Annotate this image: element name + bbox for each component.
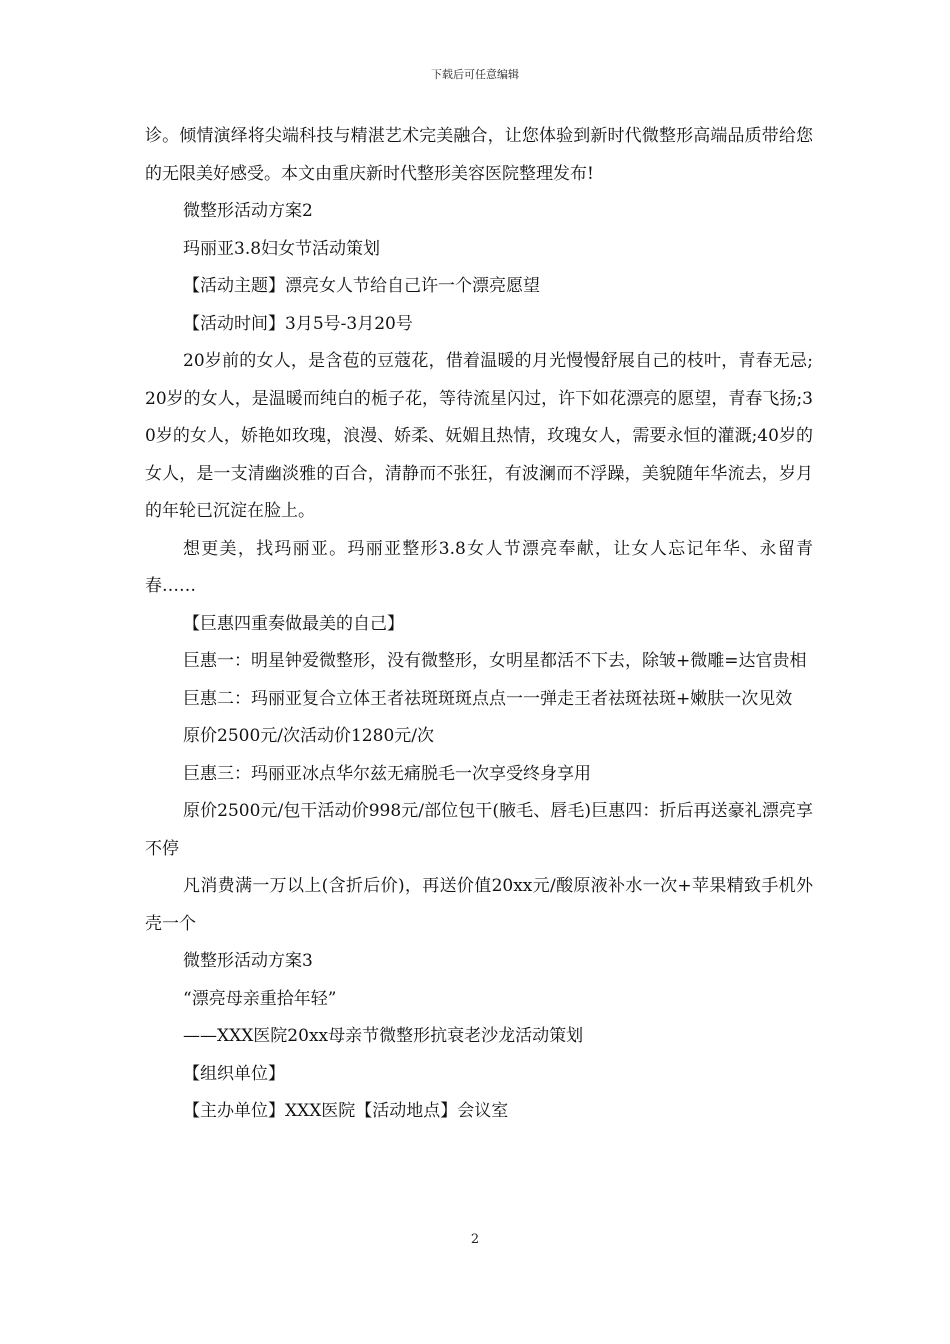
paragraph: 【活动主题】漂亮女人节给自己许一个漂亮愿望 [183, 276, 540, 296]
paragraph: 【活动时间】3月5号-3月20号 [183, 313, 413, 334]
paragraph: 想更美，找玛丽亚。玛丽亚整形3.8女人节漂亮奉献，让女人忘记年华、永留青春…… [145, 538, 813, 596]
paragraph: 20岁前的女人，是含苞的豆蔻花，借着温暖的月光慢慢舒展自己的枝叶，青春无忌;20岁的女人，是温暖而纯白的栀子花，等待流星闪过，许下如花漂亮的愿望，青春飞扬;30岁的女人，娇艳如玫瑰，浪漫、娇柔、妩媚且热情，玫瑰女人，需要永恒的灌溉;40岁的女人，是一支清幽淡雅的百合，清静而不张狂，有波澜而不浮躁，美貌随年华流去，岁月的年轮已沉淀在脸上。 [145, 351, 813, 521]
paragraph: 凡消费满一万以上(含折后价)，再送价值20xx元/酸原液补水一次+苹果精致手机外壳一个 [145, 876, 813, 934]
document-body [145, 118, 813, 1131]
paragraph: ——XXX医院20xx母亲节微整形抗衰老沙龙活动策划 [183, 1026, 584, 1046]
paragraph: 玛丽亚3.8妇女节活动策划 [183, 238, 381, 259]
paragraph: 巨惠二：玛丽亚复合立体王者祛斑斑斑点点一一弹走王者祛斑祛斑+嫩肤一次见效 [183, 688, 793, 709]
paragraph: 【主办单位】XXX医院【活动地点】会议室 [183, 1101, 509, 1121]
page-number: 2 [470, 1232, 480, 1247]
page-header: 下载后可任意编辑 [431, 68, 519, 81]
paragraph: 原价2500元/次活动价1280元/次 [183, 726, 434, 746]
section-heading: 微整形活动方案2 [183, 201, 313, 221]
paragraph: 【组织单位】 [183, 1063, 285, 1084]
paragraph: 原价2500元/包干活动价998元/部位包干(腋毛、唇毛)巨惠四：折后再送豪礼漂亮享不停 [145, 801, 813, 859]
paragraph: 【巨惠四重奏做最美的自己】 [183, 613, 404, 634]
paragraph: 巨惠三：玛丽亚冰点华尔兹无痛脱毛一次享受终身享用 [183, 763, 591, 784]
paragraph: 诊。倾情演绎将尖端科技与精湛艺术完美融合，让您体验到新时代微整形高端品质带给您的无限美好感受。本文由重庆新时代整形美容医院整理发布! [145, 126, 813, 184]
paragraph: 巨惠一：明星钟爱微整形，没有微整形，女明星都活不下去，除皱+微雕=达官贵相 [183, 651, 807, 671]
section-heading: 微整形活动方案3 [183, 951, 313, 971]
paragraph: “漂亮母亲重拾年轻” [183, 988, 337, 1009]
